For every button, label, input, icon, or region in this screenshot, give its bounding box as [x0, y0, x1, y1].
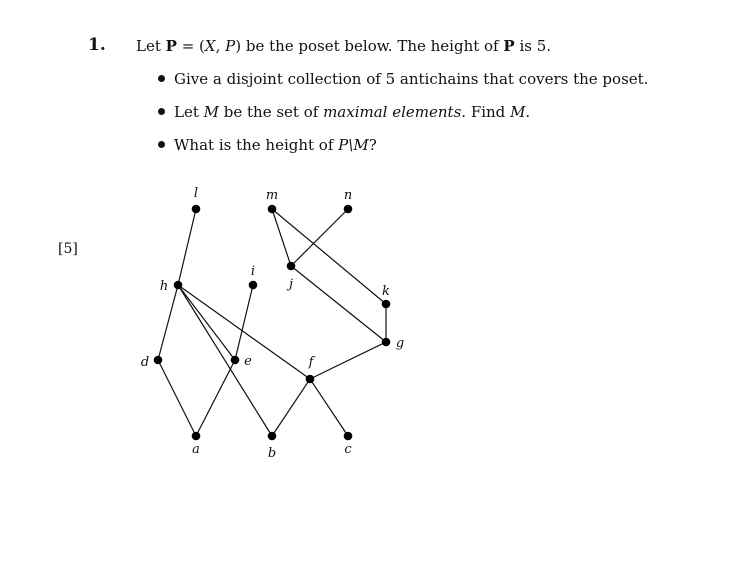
hasse-edges: [158, 209, 386, 436]
stem-end: is 5.: [514, 37, 552, 55]
node-label-g: g: [395, 336, 405, 351]
subquestion-3-pre: What is the height of: [174, 136, 339, 154]
node-l: [192, 205, 201, 214]
node-i: [249, 281, 258, 290]
poset-symbol: P: [165, 37, 177, 55]
stem-comma: ,: [215, 37, 226, 55]
edge-e-h: [178, 285, 235, 360]
edge-a-e: [196, 360, 235, 436]
edge-e-i: [235, 285, 253, 360]
edge-b-h: [178, 285, 272, 436]
edge-g-j: [291, 266, 386, 342]
stem-tail: ) be the poset below. The height of: [235, 37, 504, 55]
subquestion-2-emph: maximal elements: [323, 103, 462, 121]
subquestion-2-end: .: [525, 103, 531, 121]
node-label-k: k: [382, 284, 390, 299]
edge-d-h: [158, 285, 178, 360]
node-k: [382, 300, 391, 309]
subquestion-2-mid: be the set of: [219, 103, 324, 121]
node-label-b: b: [267, 446, 277, 461]
node-label-n: n: [343, 188, 353, 203]
edge-h-l: [178, 209, 196, 285]
node-label-e: e: [244, 354, 252, 369]
node-a: [192, 432, 201, 441]
subquestion-1-text: Give a disjoint collection of 5 antichains that covers the poset.: [174, 70, 649, 88]
edge-c-f: [310, 379, 348, 436]
edge-j-n: [291, 209, 348, 266]
node-label-j: j: [288, 277, 294, 292]
subquestion-2-pre: Let: [174, 103, 204, 121]
node-c: [344, 432, 353, 441]
edge-a-d: [158, 360, 196, 436]
subquestion-3-var: P\M: [338, 136, 369, 154]
subquestion-2-var2: M: [510, 103, 526, 121]
node-label-l: l: [193, 186, 199, 201]
set-symbol: X: [204, 37, 216, 55]
node-label-c: c: [344, 442, 352, 457]
node-label-i: i: [250, 264, 256, 279]
node-m: [268, 205, 277, 214]
edge-b-f: [272, 379, 310, 436]
node-label-a: a: [192, 442, 200, 457]
hasse-labels: [141, 186, 404, 461]
node-e: [231, 356, 240, 365]
relation-symbol: P: [225, 37, 236, 55]
node-label-h: h: [159, 279, 169, 294]
node-f: [306, 375, 315, 384]
question-number: 1.: [88, 35, 106, 55]
node-d: [154, 356, 163, 365]
stem-lead: Let: [136, 37, 166, 55]
node-h: [174, 281, 183, 290]
stem-mid: = (: [176, 37, 205, 55]
subquestion-3-post: ?: [368, 136, 377, 154]
node-label-m: m: [265, 188, 279, 203]
subquestion-2-post: . Find: [461, 103, 511, 121]
poset-symbol-2: P: [503, 37, 515, 55]
node-n: [344, 205, 353, 214]
node-j: [287, 262, 296, 271]
node-label-d: d: [140, 355, 150, 370]
edge-f-g: [310, 342, 386, 379]
node-g: [382, 338, 391, 347]
node-label-f: f: [308, 355, 314, 370]
node-b: [268, 432, 277, 441]
subquestion-2-var: M: [203, 103, 219, 121]
points-value: [5]: [58, 241, 78, 257]
